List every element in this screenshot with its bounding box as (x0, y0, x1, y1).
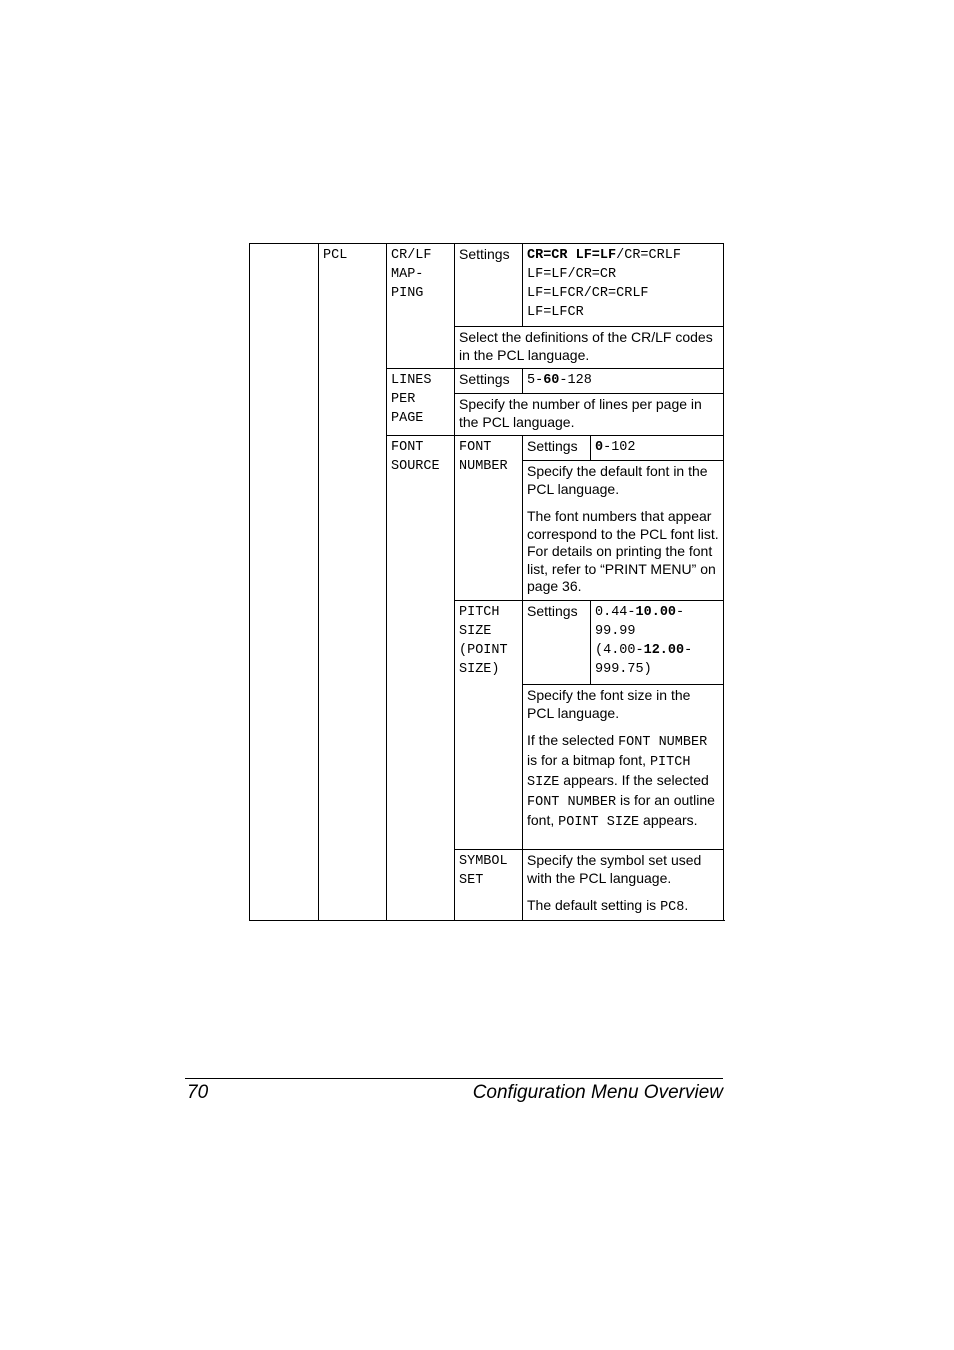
symbol-set-note: The default setting is PC8. (527, 897, 689, 915)
crlf-name-line: MAP- (391, 267, 424, 282)
font-number-description: Specify the default font in the PCL language. (527, 463, 708, 497)
settings-label: Settings (459, 246, 510, 262)
font-number-settings-value-cell: 0-102 (591, 436, 724, 461)
pitch-default: 10.00 (635, 605, 677, 620)
lpp-description: Specify the number of lines per page in the PCL language. (459, 396, 702, 430)
settings-label: Settings (527, 603, 578, 619)
pitch-size-note: If the selected FONT NUMBER is for a bitmap font, PITCH SIZE appears. If the selected FONT NUMBER is for an outline font, POINT SIZE appears. (527, 732, 715, 830)
section-title: Configuration Menu Overview (472, 1082, 723, 1103)
pcl-label: PCL (323, 248, 348, 263)
symbol-set-name-cell: SYMBOL SET (455, 850, 523, 921)
crlf-option: LF=LFCR (527, 305, 584, 320)
crlf-name-cell (387, 244, 455, 369)
crlf-name-line: CR/LF (391, 248, 432, 263)
pitch-size-name-cell: PITCH SIZE (POINT SIZE) (455, 601, 523, 850)
pitch-size-settings-value-cell: 0.44-10.00- 99.99 (4.00-12.00- 999.75) (591, 601, 724, 685)
menu-table (249, 243, 724, 921)
pitch-size-settings-label-cell (523, 601, 591, 685)
empty-level1-cell (250, 244, 319, 921)
crlf-settings-value-cell: CR=CR LF=LF/CR=CRLF LF=LF/CR=CR LF=LFCR/CR=CRLF LF=LFCR (523, 244, 724, 327)
pcl-cell (319, 244, 387, 921)
lpp-default: 60 (543, 373, 560, 388)
font-number-desc-cell (523, 461, 724, 601)
crlf-desc-cell (455, 327, 724, 369)
font-number-note: The font numbers that appear correspond to the PCL font list. For details on printing the font list, refer to “PRINT MENU” on page 36. (527, 508, 719, 594)
settings-label: Settings (459, 371, 510, 387)
crlf-settings-label-cell (455, 244, 523, 327)
font-number-name-cell: FONT NUMBER (455, 436, 523, 601)
crlf-name-line: PING (391, 286, 424, 301)
symbol-set-description: Specify the symbol set used with the PCL language. (527, 852, 702, 886)
crlf-description: Select the definitions of the CR/LF codes in the PCL language. (459, 329, 713, 363)
lpp-settings-label-cell (455, 369, 523, 394)
font-number-default: 0 (595, 440, 604, 455)
lpp-settings-value-cell: 5-60-128 (523, 369, 724, 394)
point-default: 12.00 (643, 643, 685, 658)
lines-per-page-name-cell: LINES PER PAGE (387, 369, 455, 436)
page-footer (185, 1078, 723, 1107)
crlf-option: LF=LFCR/CR=CRLF (527, 286, 649, 301)
crlf-default: CR=CR LF=LF (527, 248, 617, 263)
font-source-name-cell: FONT SOURCE (387, 436, 455, 921)
font-number-settings-label-cell (523, 436, 591, 461)
pitch-size-description: Specify the font size in the PCL language. (527, 687, 691, 721)
page-number: 70 (187, 1082, 209, 1103)
symbol-set-desc-cell (523, 850, 724, 921)
crlf-option: LF=LF/CR=CR (527, 267, 617, 282)
lpp-desc-cell (455, 394, 724, 436)
pitch-size-desc-cell (523, 685, 724, 850)
settings-label: Settings (527, 438, 578, 454)
